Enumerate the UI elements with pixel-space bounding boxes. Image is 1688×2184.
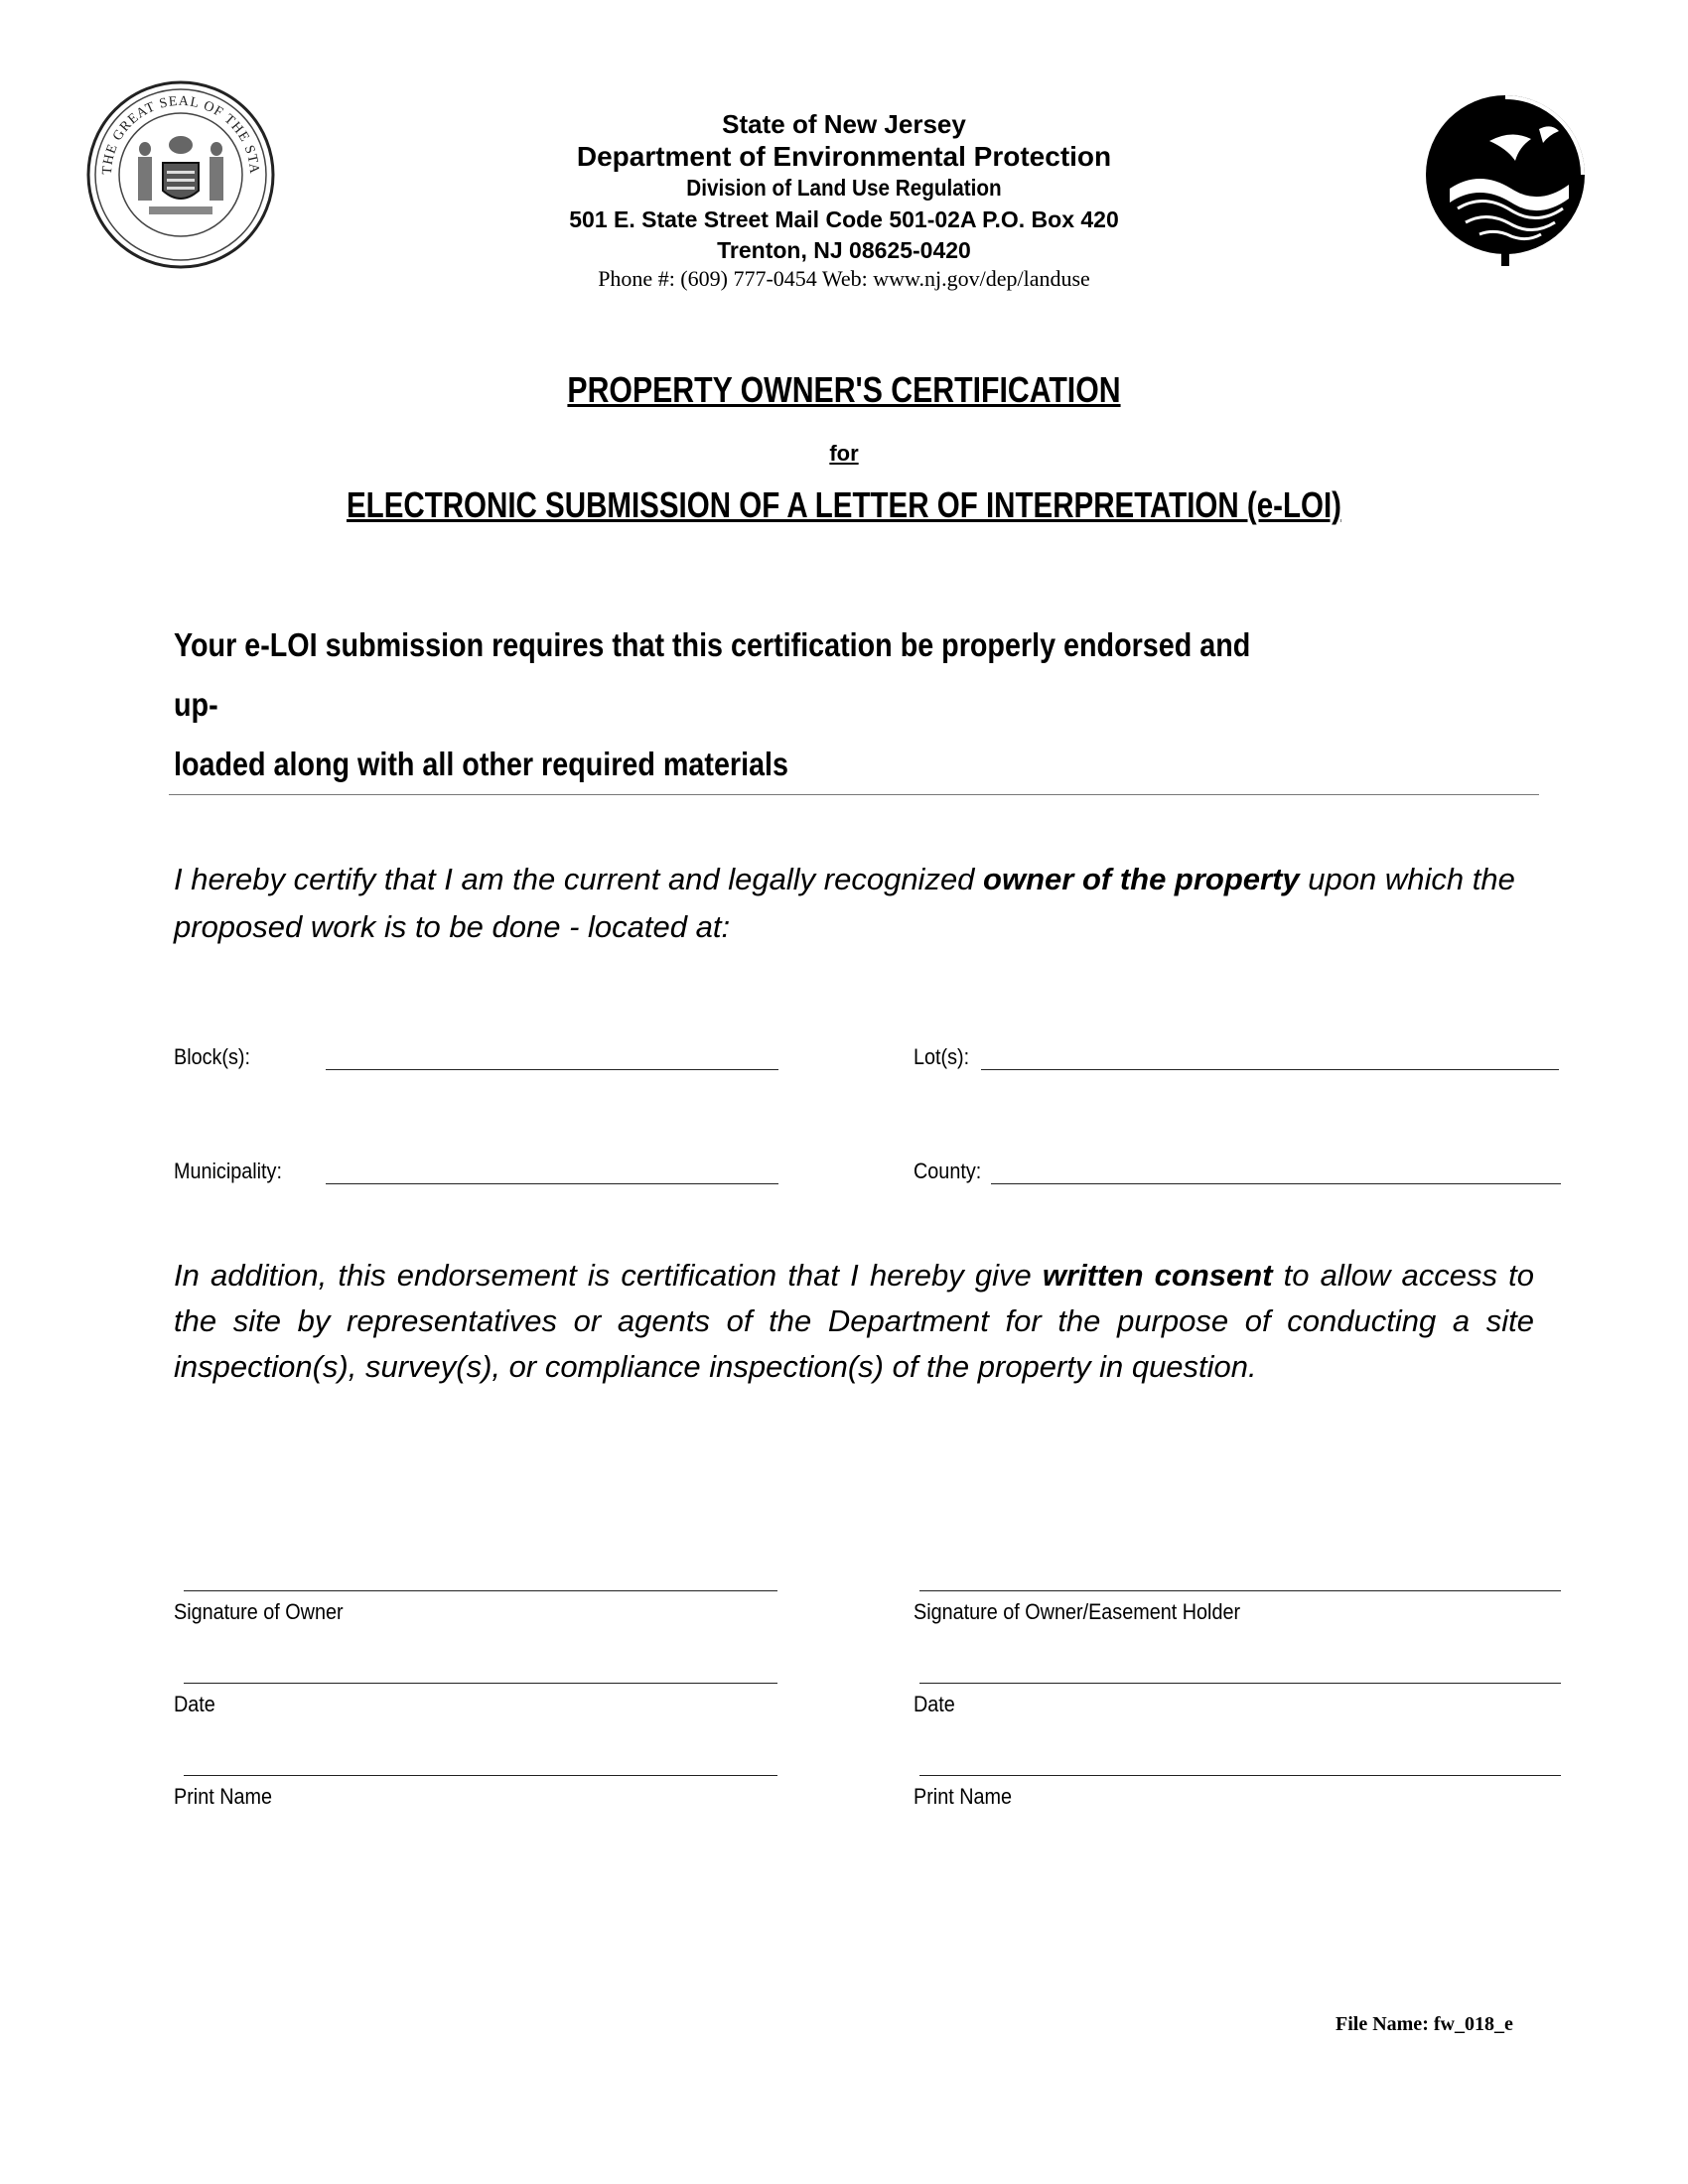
owner-date-label: Date xyxy=(174,1692,215,1716)
header-division: Division of Land Use Regulation xyxy=(686,175,1002,201)
easement-date-label: Date xyxy=(914,1692,955,1716)
lot-label: Lot(s): xyxy=(914,1044,970,1069)
header-city: Trenton, NJ 08625-0420 xyxy=(717,237,971,263)
certification-bold: owner of the property xyxy=(983,862,1300,896)
consent-text-1: In addition, this endorsement is certification that I hereby give xyxy=(174,1258,1043,1293)
divider xyxy=(169,794,1539,795)
consent-statement xyxy=(174,1253,1534,1390)
consent-text-2: to allow access to the site by representatives or agents of the Department for the purpose of conducting a site inspection(s), survey(s), or compliance inspection(s) of the property in question. xyxy=(174,1258,1534,1384)
svg-text:THE GREAT SEAL OF THE STATE OF: THE GREAT SEAL OF THE STA xyxy=(99,93,262,176)
owner-signature-field[interactable] xyxy=(184,1590,777,1591)
header-contact: Phone #: (609) 777-0454 Web: www.nj.gov/dep/landuse xyxy=(598,266,1090,291)
block-field[interactable] xyxy=(326,1069,778,1070)
consent-bold: written consent xyxy=(1042,1258,1273,1293)
certification-statement xyxy=(174,856,1544,951)
county-field[interactable] xyxy=(991,1183,1561,1184)
certification-text-2: upon which the proposed work is to be done - located at: xyxy=(174,862,1515,944)
owner-print-name-field[interactable] xyxy=(184,1775,777,1776)
municipality-field[interactable] xyxy=(326,1183,778,1184)
easement-print-name-field[interactable] xyxy=(919,1775,1561,1776)
easement-print-name-label: Print Name xyxy=(914,1784,1013,1809)
owner-date-field[interactable] xyxy=(184,1683,777,1684)
municipality-label: Municipality: xyxy=(174,1159,282,1183)
file-name: File Name: fw_018_e xyxy=(1336,2013,1513,2035)
page-title: PROPERTY OWNER'S CERTIFICATION xyxy=(567,369,1121,410)
block-label: Block(s): xyxy=(174,1044,251,1069)
page-subtitle: ELECTRONIC SUBMISSION OF A LETTER OF INTERPRETATION (e-LOI) xyxy=(346,484,1342,525)
submission-notice xyxy=(174,615,1297,794)
owner-print-name-label: Print Name xyxy=(174,1784,273,1809)
notice-line-2: loaded along with all other required materials xyxy=(174,746,788,782)
owner-signature-label: Signature of Owner xyxy=(174,1599,344,1624)
header-state: State of New Jersey xyxy=(722,109,966,139)
county-label: County: xyxy=(914,1159,982,1183)
easement-signature-label: Signature of Owner/Easement Holder xyxy=(914,1599,1241,1624)
header-department: Department of Environmental Protection xyxy=(576,141,1112,172)
header-address: 501 E. State Street Mail Code 501-02A P.O. Box 420 xyxy=(569,206,1119,232)
title-for: for xyxy=(829,441,859,466)
certification-text-1: I hereby certify that I am the current and legally recognized xyxy=(174,862,984,896)
notice-line-1: Your e-LOI submission requires that this certification be properly endorsed and up- xyxy=(174,626,1251,723)
easement-signature-field[interactable] xyxy=(919,1590,1561,1591)
easement-date-field[interactable] xyxy=(919,1683,1561,1684)
lot-field[interactable] xyxy=(981,1069,1559,1070)
